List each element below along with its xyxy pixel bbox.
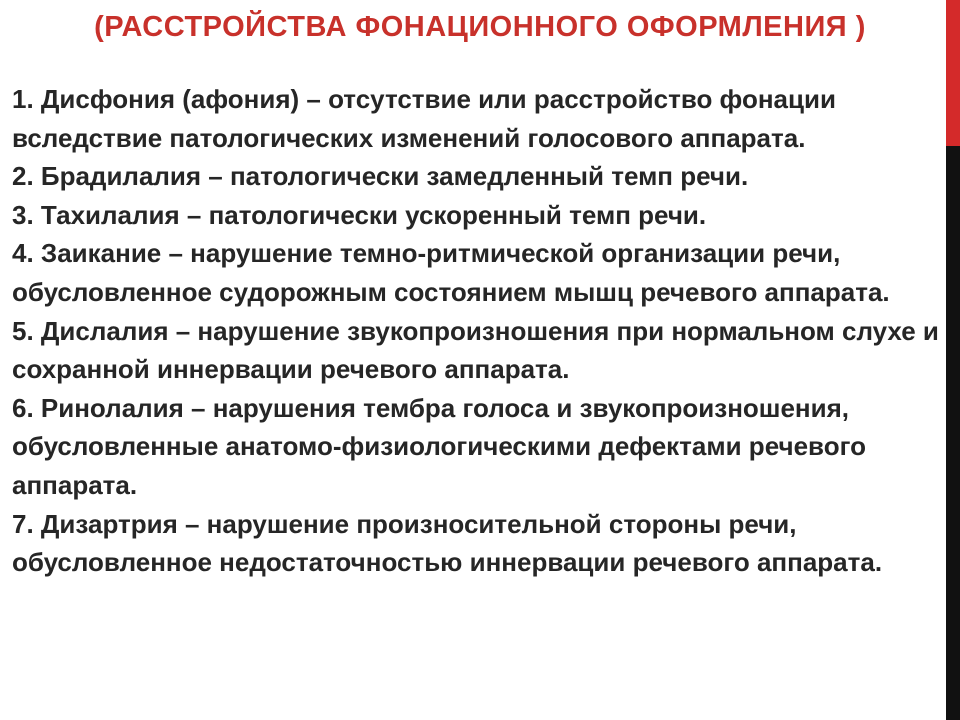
list-item: 6. Ринолалия – нарушения тембра голоса и звукопроизношения, обусловленные анатомо-физиологическими дефектами речевого аппарата. bbox=[12, 392, 866, 500]
accent-bar-dark bbox=[946, 146, 960, 720]
disorder-list bbox=[12, 80, 947, 582]
list-item: 1. Дисфония (афония) – отсутствие или расстройство фонации вследствие патологических изменений голосового аппарата. bbox=[12, 84, 836, 153]
accent-bar-red bbox=[946, 0, 960, 146]
list-item: 3. Тахилалия – патологически ускоренный темп речи. bbox=[12, 199, 707, 230]
list-item: 7. Дизартрия – нарушение произносительной стороны речи, обусловленное недостаточностью иннервации речевого аппарата. bbox=[12, 508, 883, 578]
slide-title: (РАССТРОЙСТВА ФОНАЦИОННОГО ОФОРМЛЕНИЯ ) bbox=[94, 11, 866, 43]
list-item: 5. Дислалия – нарушение звукопроизношения при нормальном слухе и сохранной иннервации речевого аппарата. bbox=[12, 315, 939, 385]
list-item: 2. Брадилалия – патологически замедленный темп речи. bbox=[12, 161, 749, 192]
list-item: 4. Заикание – нарушение темно-ритмической организации речи, обусловленное судорожным состоянием мышц речевого аппарата. bbox=[12, 238, 890, 307]
